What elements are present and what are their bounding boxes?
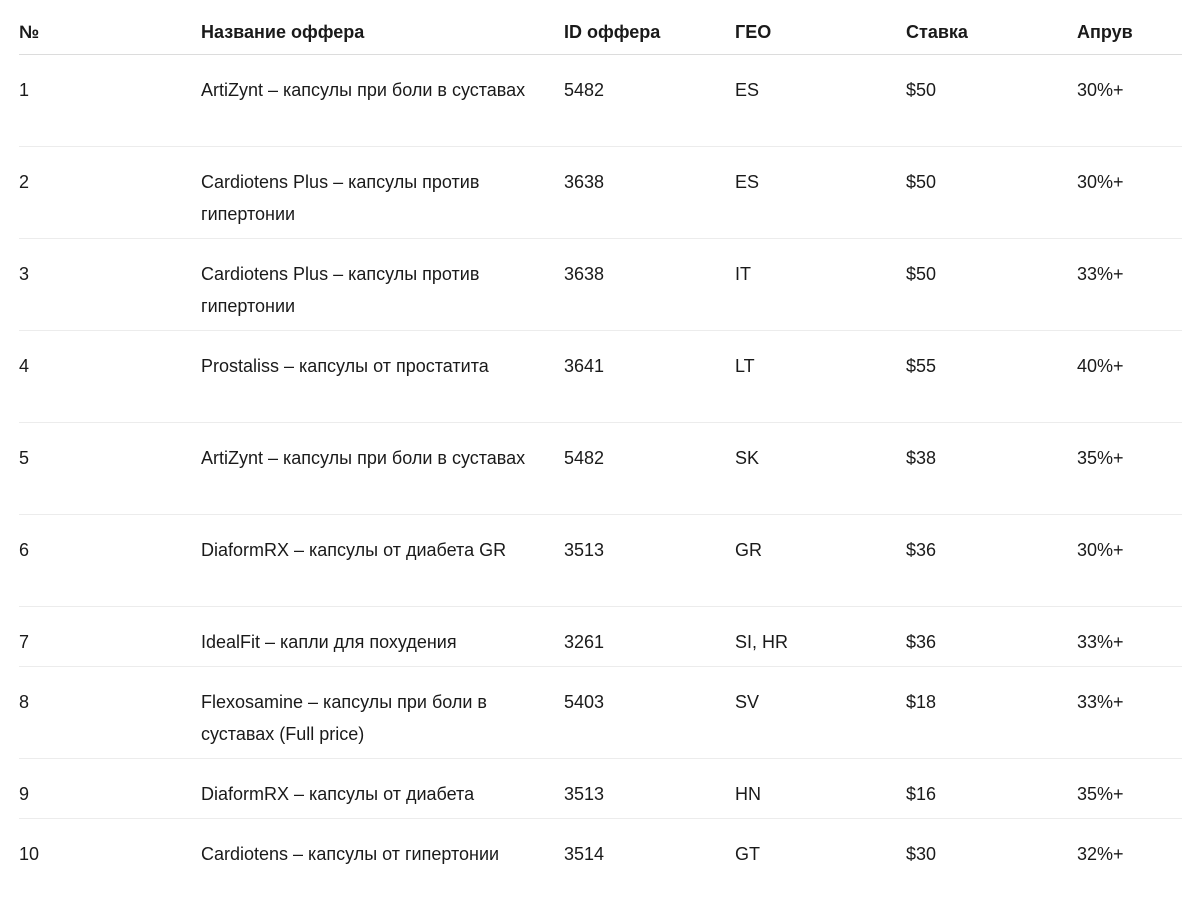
cell-rate: $50 xyxy=(906,239,1077,331)
table-row xyxy=(19,147,1182,239)
cell-rate: $38 xyxy=(906,423,1077,515)
cell-approve: 33%+ xyxy=(1077,667,1182,759)
cell-approve: 35%+ xyxy=(1077,423,1182,515)
table-row xyxy=(19,819,1182,911)
cell-name: Prostaliss – капсулы от простатита xyxy=(201,331,564,423)
table-row xyxy=(19,55,1182,147)
cell-num: 3 xyxy=(19,239,201,331)
cell-num: 5 xyxy=(19,423,201,515)
cell-geo: GR xyxy=(735,515,906,607)
cell-name: Cardiotens – капсулы от гипертонии xyxy=(201,844,500,864)
table-row xyxy=(19,667,1182,759)
cell-id: 5403 xyxy=(564,667,735,759)
cell-approve: 33%+ xyxy=(1077,239,1182,331)
table-row xyxy=(19,759,1182,819)
cell-approve: 40%+ xyxy=(1077,331,1182,423)
cell-approve: 30%+ xyxy=(1077,55,1182,147)
cell-name: IdealFit – капли для похудения xyxy=(201,607,564,667)
header-rate: Ставка xyxy=(906,8,1077,55)
table-row xyxy=(19,515,1182,607)
cell-name: DiaformRX – капсулы от диабета xyxy=(201,759,564,819)
cell-geo: GT xyxy=(735,844,760,864)
cell-approve: 33%+ xyxy=(1077,607,1182,667)
cell-approve: 35%+ xyxy=(1077,759,1182,819)
cell-approve: 30%+ xyxy=(1077,147,1182,239)
cell-id: 3641 xyxy=(564,331,735,423)
cell-num: 8 xyxy=(19,667,201,759)
cell-geo: IT xyxy=(735,239,906,331)
header-id: ID оффера xyxy=(564,8,735,55)
cell-approve: 30%+ xyxy=(1077,515,1182,607)
cell-name: ArtiZynt – капсулы при боли в суставах xyxy=(201,423,564,515)
cell-name: Cardiotens Plus – капсулы против гипертонии xyxy=(201,147,564,239)
cell-geo: SV xyxy=(735,667,906,759)
cell-id: 5482 xyxy=(564,423,735,515)
cell-id: 5482 xyxy=(564,55,735,147)
table-body xyxy=(19,55,1182,911)
cell-name: ArtiZynt – капсулы при боли в суставах xyxy=(201,55,564,147)
cell-geo: HN xyxy=(735,759,906,819)
cell-name: Cardiotens Plus – капсулы против гипертонии xyxy=(201,239,564,331)
table-row xyxy=(19,607,1182,667)
cell-num: 4 xyxy=(19,331,201,423)
cell-rate: $30 xyxy=(906,844,937,864)
cell-num: 1 xyxy=(19,55,201,147)
cell-rate: $18 xyxy=(906,667,1077,759)
header-num: № xyxy=(19,8,201,55)
cell-rate: $16 xyxy=(906,759,1077,819)
offers-table xyxy=(19,8,1182,910)
cell-id: 3514 xyxy=(564,844,605,864)
cell-num: 2 xyxy=(19,147,201,239)
header-name: Название оффера xyxy=(201,8,564,55)
cell-name: Flexosamine – капсулы при боли в суставах (Full price) xyxy=(201,667,564,759)
cell-id: 3261 xyxy=(564,607,735,667)
cell-geo: SI, HR xyxy=(735,607,906,667)
cell-name: DiaformRX – капсулы от диабета GR xyxy=(201,515,564,607)
header-row xyxy=(19,8,1182,55)
cell-rate: $55 xyxy=(906,331,1077,423)
cell-rate: $36 xyxy=(906,607,1077,667)
cell-num: 10 xyxy=(19,844,40,864)
cell-rate: $50 xyxy=(906,55,1077,147)
cell-num: 6 xyxy=(19,515,201,607)
cell-num: 7 xyxy=(19,607,201,667)
cell-geo: ES xyxy=(735,147,906,239)
cell-rate: $50 xyxy=(906,147,1077,239)
cell-id: 3513 xyxy=(564,759,735,819)
header-approve: Апрув xyxy=(1077,8,1182,55)
table-row xyxy=(19,331,1182,423)
table-row xyxy=(19,239,1182,331)
cell-id: 3638 xyxy=(564,239,735,331)
header-geo: ГЕО xyxy=(735,8,906,55)
cell-geo: LT xyxy=(735,331,906,423)
cell-id: 3513 xyxy=(564,515,735,607)
cell-id: 3638 xyxy=(564,147,735,239)
cell-geo: SK xyxy=(735,423,906,515)
cell-approve: 32%+ xyxy=(1077,844,1124,864)
table-row xyxy=(19,423,1182,515)
table-header xyxy=(19,8,1182,55)
cell-geo: ES xyxy=(735,55,906,147)
cell-num: 9 xyxy=(19,759,201,819)
cell-rate: $36 xyxy=(906,515,1077,607)
